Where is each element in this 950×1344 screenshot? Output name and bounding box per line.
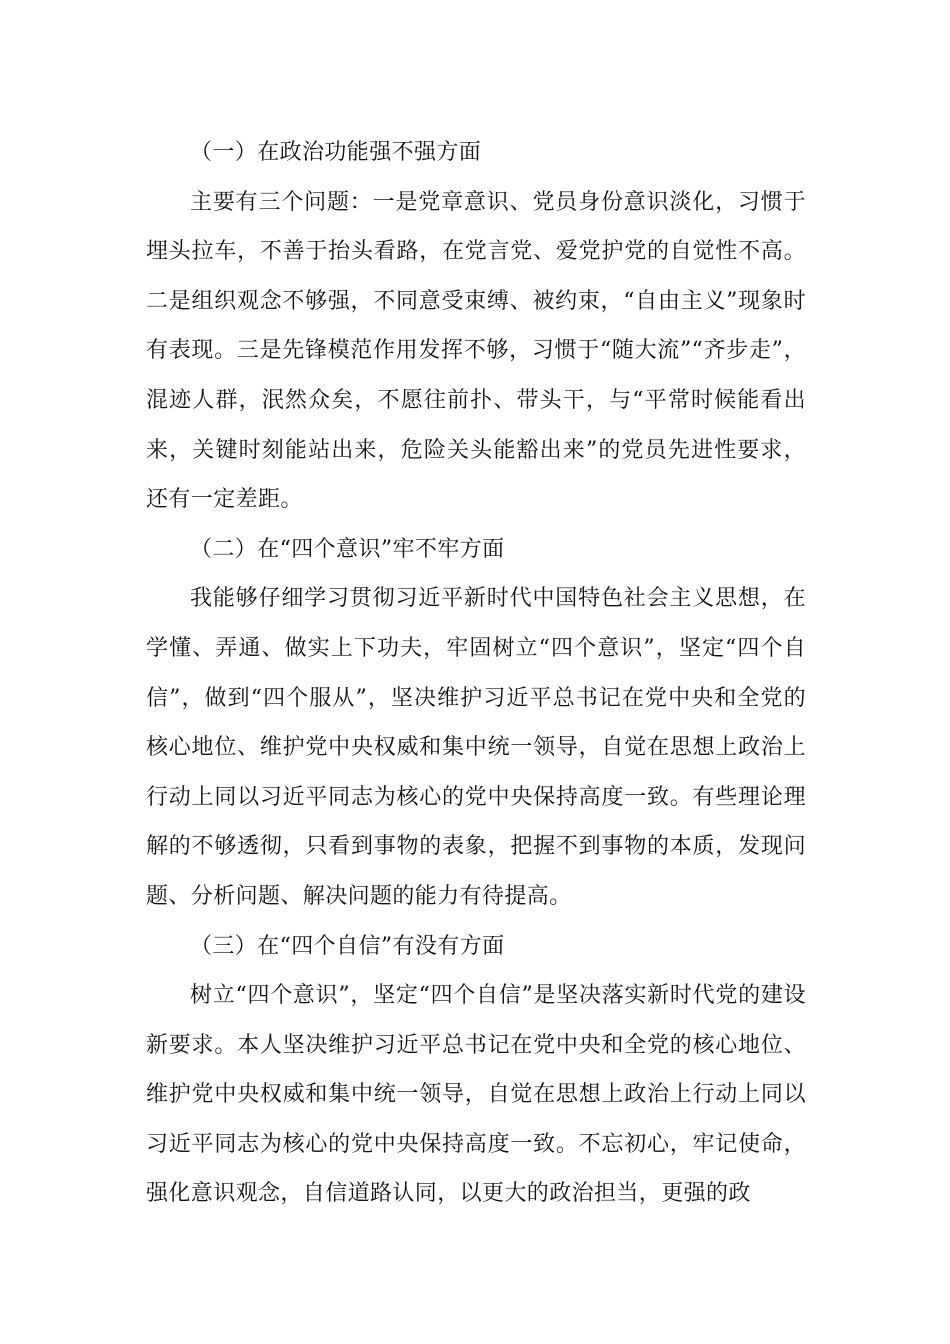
section-3 [146,922,806,1220]
section-paragraph: 我能够仔细学习贯彻习近平新时代中国特色社会主义思想，在学懂、弄通、做实上下功夫，牢固树立“四个意识”，坚定“四个自信”，做到“四个服从”，坚决维护习近平总书记在党中央和全党的核心地位、维护党中央权威和集中统一领导，自觉在思想上政治上行动上同以习近平同志为核心的党中央保持高度一致。有些理论理解的不够透彻，只看到事物的表象，把握不到事物的本质，发现问题、分析问题、解决问题的能力有待提高。 [146,586,806,909]
section-2 [146,525,806,922]
section-paragraph: 树立“四个意识”，坚定“四个自信”是坚决落实新时代党的建设新要求。本人坚决维护习近平总书记在党中央和全党的核心地位、维护党中央权威和集中统一领导，自觉在思想上政治上行动上同以习近平同志为核心的党中央保持高度一致。不忘初心，牢记使命，强化意识观念，自信道路认同，以更大的政治担当，更强的政 [146,983,806,1207]
section-1 [146,128,806,525]
section-heading: （二）在“四个意识”牢不牢方面 [190,536,505,562]
section-heading: （三）在“四个自信”有没有方面 [190,933,505,959]
section-paragraph: 主要有三个问题：一是党章意识、党员身份意识淡化，习惯于埋头拉车，不善于抬头看路，在党言党、爱党护党的自觉性不高。二是组织观念不够强，不同意受束缚、被约束，“自由主义”现象时有表现。三是先锋模范作用发挥不够，习惯于“随大流”“齐步走”，混迹人群，泯然众矣，不愿往前扑、带头干，与“平常时候能看出来，关键时刻能站出来，危险关头能豁出来”的党员先进性要求，还有一定差距。 [146,189,806,513]
section-heading: （一）在政治功能强不强方面 [190,140,482,165]
document-body [146,128,806,1219]
